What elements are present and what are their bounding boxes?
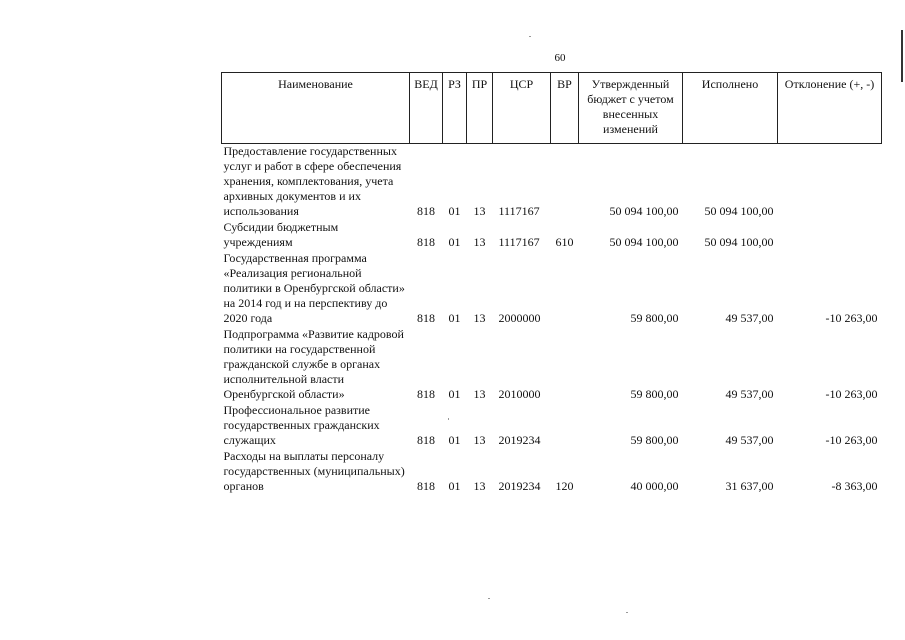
row-executed: 31 637,00 [725, 479, 774, 493]
row-name: Субсидии бюджетным учреждениям [223, 220, 339, 249]
row-executed: 50 094 100,00 [704, 235, 774, 249]
row-rz: 01 [448, 479, 461, 493]
table-row [222, 449, 882, 495]
scan-edge-mark [901, 30, 903, 82]
row-approved: 50 094 100,00 [609, 204, 679, 218]
row-name: Расходы на выплаты персоналу государственных (муниципальных) органов [223, 449, 405, 493]
column-header-csr: ЦСР [493, 73, 551, 144]
row-deviation: -10 263,00 [825, 433, 878, 447]
row-pr: 13 [473, 387, 486, 401]
row-pr: 13 [473, 479, 486, 493]
row-deviation: -8 363,00 [831, 479, 878, 493]
column-header-deviation: Отклонение (+, -) [778, 73, 882, 144]
scan-speck [529, 36, 531, 37]
row-ved: 818 [417, 204, 435, 218]
row-executed: 50 094 100,00 [704, 204, 774, 218]
row-rz: 01 [448, 204, 461, 218]
row-vr [551, 327, 579, 403]
row-vr [551, 251, 579, 327]
row-name: Профессиональное развитие государственных гражданских служащих [223, 403, 380, 447]
row-csr: 1117167 [498, 235, 540, 249]
row-ved: 818 [417, 311, 435, 325]
scan-speck [488, 598, 490, 599]
row-name: Предоставление государственных услуг и работ в сфере обеспечения хранения, комплектования, учета архивных документов и их использования [223, 144, 402, 218]
scan-speck [626, 612, 628, 613]
row-deviation: -10 263,00 [825, 311, 878, 325]
row-csr: 2010000 [498, 387, 541, 401]
column-header-name: Наименование [222, 73, 410, 144]
table-body [222, 144, 882, 496]
row-name: Подпрограмма «Развитие кадровой политики на государственной гражданской службе в органах исполнительной власти Оренбургской области» [223, 327, 404, 401]
table-row [222, 251, 882, 327]
table-header [222, 73, 882, 144]
table-row [222, 327, 882, 403]
row-deviation [778, 144, 882, 221]
row-rz: 01 [448, 235, 461, 249]
row-csr: 2000000 [498, 311, 541, 325]
row-executed: 49 537,00 [725, 387, 774, 401]
row-pr: 13 [473, 204, 486, 218]
row-csr: 2019234 [498, 433, 541, 447]
row-ved: 818 [417, 387, 435, 401]
row-vr [551, 144, 579, 221]
table-row [222, 220, 882, 251]
column-header-approved: Утвержденный бюджет с учетом внесенных изменений [579, 73, 683, 144]
column-header-ved: ВЕД [410, 73, 443, 144]
column-header-pr: ПР [467, 73, 493, 144]
row-executed: 49 537,00 [725, 311, 774, 325]
row-approved: 59 800,00 [630, 311, 679, 325]
row-pr: 13 [473, 433, 486, 447]
row-deviation: -10 263,00 [825, 387, 878, 401]
row-name: Государственная программа «Реализация региональной политики в Оренбургской области» на 2014 год и на перспективу до 2020 года [223, 251, 405, 325]
table-row [222, 403, 882, 449]
row-vr: 610 [555, 235, 574, 249]
page-number: 60 [554, 52, 566, 64]
column-header-executed: Исполнено [683, 73, 778, 144]
row-rz: 01 [448, 433, 461, 447]
column-header-vr: ВР [551, 73, 579, 144]
row-pr: 13 [473, 311, 486, 325]
row-vr [551, 403, 579, 449]
row-csr: 2019234 [498, 479, 541, 493]
column-header-rz: РЗ [443, 73, 467, 144]
row-approved: 59 800,00 [630, 433, 679, 447]
row-vr: 120 [555, 479, 574, 493]
row-approved: 59 800,00 [630, 387, 679, 401]
row-ved: 818 [417, 235, 435, 249]
row-rz: 01 [448, 387, 461, 401]
table-row [222, 144, 882, 221]
row-ved: 818 [417, 433, 435, 447]
row-ved: 818 [417, 479, 435, 493]
budget-table [221, 72, 882, 495]
row-pr: 13 [473, 235, 486, 249]
row-approved: 40 000,00 [630, 479, 679, 493]
row-rz: 01 [448, 311, 461, 325]
row-approved: 50 094 100,00 [609, 235, 679, 249]
row-executed: 49 537,00 [725, 433, 774, 447]
row-deviation [778, 220, 882, 251]
row-csr: 1117167 [498, 204, 540, 218]
